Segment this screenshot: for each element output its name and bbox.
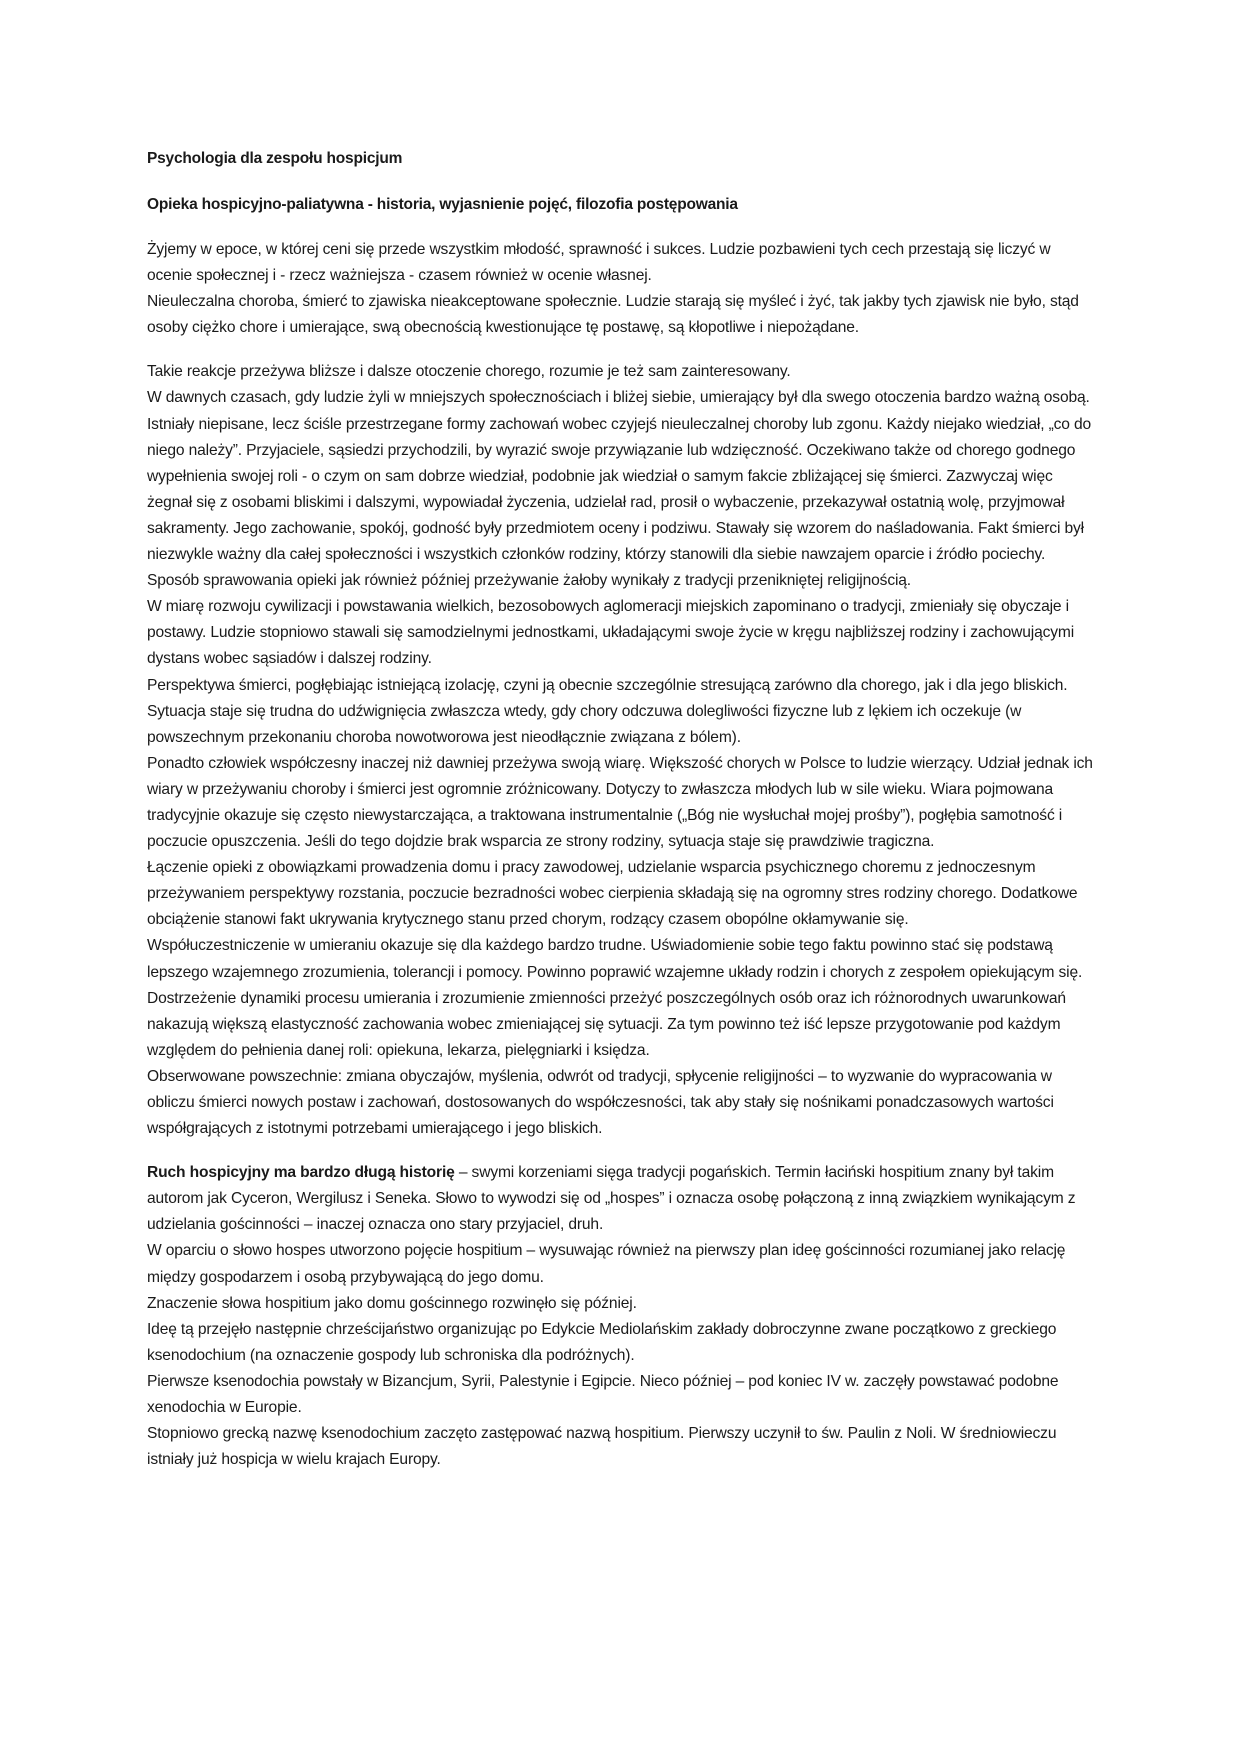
paragraph: Pierwsze ksenodochia powstały w Bizancjum, Syrii, Palestynie i Egipcie. Nieco później – pod koniec IV w. zaczęły powstawać podobne xenodochia w Europie. xyxy=(147,1372,1059,1417)
paragraph: Współuczestniczenie w umieraniu okazuje się dla każdego bardzo trudne. Uświadomienie sobie tego faktu powinno stać się podstawą lepszego wzajemnego zrozumienia, tolerancji i pomocy. Powinno poprawić wzajemne układy rodzin i chorych z zespołem opiekującym się. xyxy=(147,937,1083,981)
document-subtitle: Opieka hospicyjno-paliatywna - historia, wyjasnienie pojęć, filozofia postępowania xyxy=(147,196,738,213)
paragraph: Ponadto człowiek współczesny inaczej niż dawniej przeżywa swoją wiarę. Większość chorych w Polsce to ludzie wierzący. Udział jednak ich wiary w przeżywaniu choroby i śmierci jest ogromnie zróżnicowany. Dotyczy to zwłaszcza młodych lub w sile wieku. Wiara pojmowana tradycyjnie okazuje się często niewystarczająca, a traktowana instrumentalnie („Bóg nie wysłuchał mojej prośby”), pogłębia samotność i poczucie opuszczenia. Jeśli do tego dojdzie brak wsparcia ze strony rodziny, sytuacja staje się prawdziwie tragiczna. xyxy=(147,754,1093,851)
section-history xyxy=(147,1160,1097,1473)
paragraph: Takie reakcje przeżywa bliższe i dalsze otoczenie chorego, rozumie je też sam zainteresowany. xyxy=(147,363,791,381)
paragraph: Znaczenie słowa hospitium jako domu gościnnego rozwinęło się później. xyxy=(147,1294,637,1312)
section-context xyxy=(147,359,1097,1142)
paragraph: Obserwowane powszechnie: zmiana obyczajów, myślenia, odwrót od tradycji, spłycenie religijności – to wyzwanie do wypracowania w obliczu śmierci nowych postaw i zachowań, dostosowanych do współczesności, tak aby stały się nośnikami ponadczasowych wartości współgrających z istotnymi potrzebami umierającego i jego bliskich. xyxy=(147,1067,1054,1138)
document-page xyxy=(147,148,1097,1491)
paragraph: W miarę rozwoju cywilizacji i powstawania wielkich, bezosobowych aglomeracji miejskich zapominano o tradycji, zmieniały się obyczaje i postawy. Ludzie stopniowo stawali się samodzielnymi jednostkami, układającymi swoje życie w kręgu najbliższej rodziny i zachowującymi dystans wobec sąsiadów i dalszej rodziny. xyxy=(147,598,1075,668)
paragraph: W dawnych czasach, gdy ludzie żyli w mniejszych społecznościach i bliżej siebie, umierający był dla swego otoczenia bardzo ważną osobą. Istniały niepisane, lecz ściśle przestrzegane formy zachowań wobec czyjejś nieuleczalnej choroby lub zgonu. Każdy niejako wiedział, „co do niego należy”. Przyjaciele, sąsiedzi przychodzili, by wyrazić swoje przywiązanie lub wdzięczność. Oczekiwano także od chorego godnego wypełnienia swojej roli - o czym on sam dobrze wiedział, podobnie jak wiedział o samym fakcie zbliżającej się śmierci. Zazwyczaj więc żegnał się z osobami bliskimi i dalszymi, wypowiadał życzenia, udzielał rad, prosił o wybaczenie, przekazywał ostatnią wolę, przyjmował sakramenty. Jego zachowanie, spokój, godność były przedmiotem oceny i podziwu. Stawały się wzorem do naśladowania. Fakt śmierci był niezwykle ważny dla całej społeczności i wszystkich członków rodziny, którzy stanowili dla siebie nawzajem oparcie i źródło pociechy. Sposób sprawowania opieki jak również później przeżywanie żałoby wynikały z tradycji przenikniętej religijnością. xyxy=(147,389,1092,590)
paragraph: Stopniowo grecką nazwę ksenodochium zaczęto zastępować nazwą hospitium. Pierwszy uczynił to św. Paulin z Noli. W średniowieczu istniały już hospicja w wielu krajach Europy. xyxy=(147,1425,1057,1469)
paragraph: Nieuleczalna choroba, śmierć to zjawiska nieakceptowane społecznie. Ludzie starają się myśleć i żyć, tak jakby tych zjawisk nie było, stąd osoby ciężko chore i umierające, swą obecnością kwestionujące tę postawę, są kłopotliwe i niepożądane. xyxy=(147,293,1079,337)
paragraph xyxy=(147,1160,1097,1238)
section-intro xyxy=(147,237,1097,341)
bold-lead: Ruch hospicyjny ma bardzo długą historię xyxy=(147,1164,455,1182)
lead-text: – swymi korzeniami sięga tradycji pogańskich. Termin łaciński hospitium znany był takim autorom jak Cyceron, Wergilusz i Seneka. Słowo to wywodzi się od „hospes” i oznacza osobę połączoną z inną związkiem wynikającym z udzielania gościnności – inaczej oznacza ono stary przyjaciel, druh. xyxy=(147,1164,1076,1234)
document-title: Psychologia dla zespołu hospicjum xyxy=(147,150,403,167)
paragraph: Żyjemy w epoce, w której ceni się przede wszystkim młodość, sprawność i sukces. Ludzie pozbawieni tych cech przestają się liczyć w ocenie społecznej i - rzecz ważniejsza - czasem również w ocenie własnej. xyxy=(147,241,1051,285)
paragraph: Perspektywa śmierci, pogłębiając istniejącą izolację, czyni ją obecnie szczególnie stresującą zarówno dla chorego, jak i dla jego bliskich. Sytuacja staje się trudna do udźwignięcia zwłaszcza wtedy, gdy chory odczuwa dolegliwości fizyczne lub z lękiem ich oczekuje (w powszechnym przekonaniu choroba nowotworowa jest nieodłącznie związana z bólem). xyxy=(147,676,1068,746)
paragraph: Dostrzeżenie dynamiki procesu umierania i zrozumienie zmienności przeżyć poszczególnych osób oraz ich różnorodnych uwarunkowań nakazują większą elastyczność zachowania wobec zmieniającej się sytuacji. Za tym powinno też iść lepsze przygotowanie pod każdym względem do pełnienia danej roli: opiekuna, lekarza, pielęgniarki i księdza. xyxy=(147,989,1066,1059)
paragraph: Łączenie opieki z obowiązkami prowadzenia domu i pracy zawodowej, udzielanie wsparcia psychicznego choremu z jednoczesnym przeżywaniem perspektywy rozstania, poczucie bezradności wobec cierpienia składają się na ogromny stres rodziny chorego. Dodatkowe obciążenie stanowi fakt ukrywania krytycznego stanu przed chorym, rodzący czasem obopólne okłamywanie się. xyxy=(147,859,1078,929)
paragraph: Ideę tą przejęło następnie chrześcijaństwo organizując po Edykcie Mediolańskim zakłady dobroczynne zwane początkowo z greckiego ksenodochium (na oznaczenie gospody lub schroniska dla podróżnych). xyxy=(147,1320,1057,1364)
paragraph: W oparciu o słowo hospes utworzono pojęcie hospitium – wysuwając również na pierwszy plan ideę gościnności rozumianej jako relację między gospodarzem i osobą przybywającą do jego domu. xyxy=(147,1242,1066,1286)
